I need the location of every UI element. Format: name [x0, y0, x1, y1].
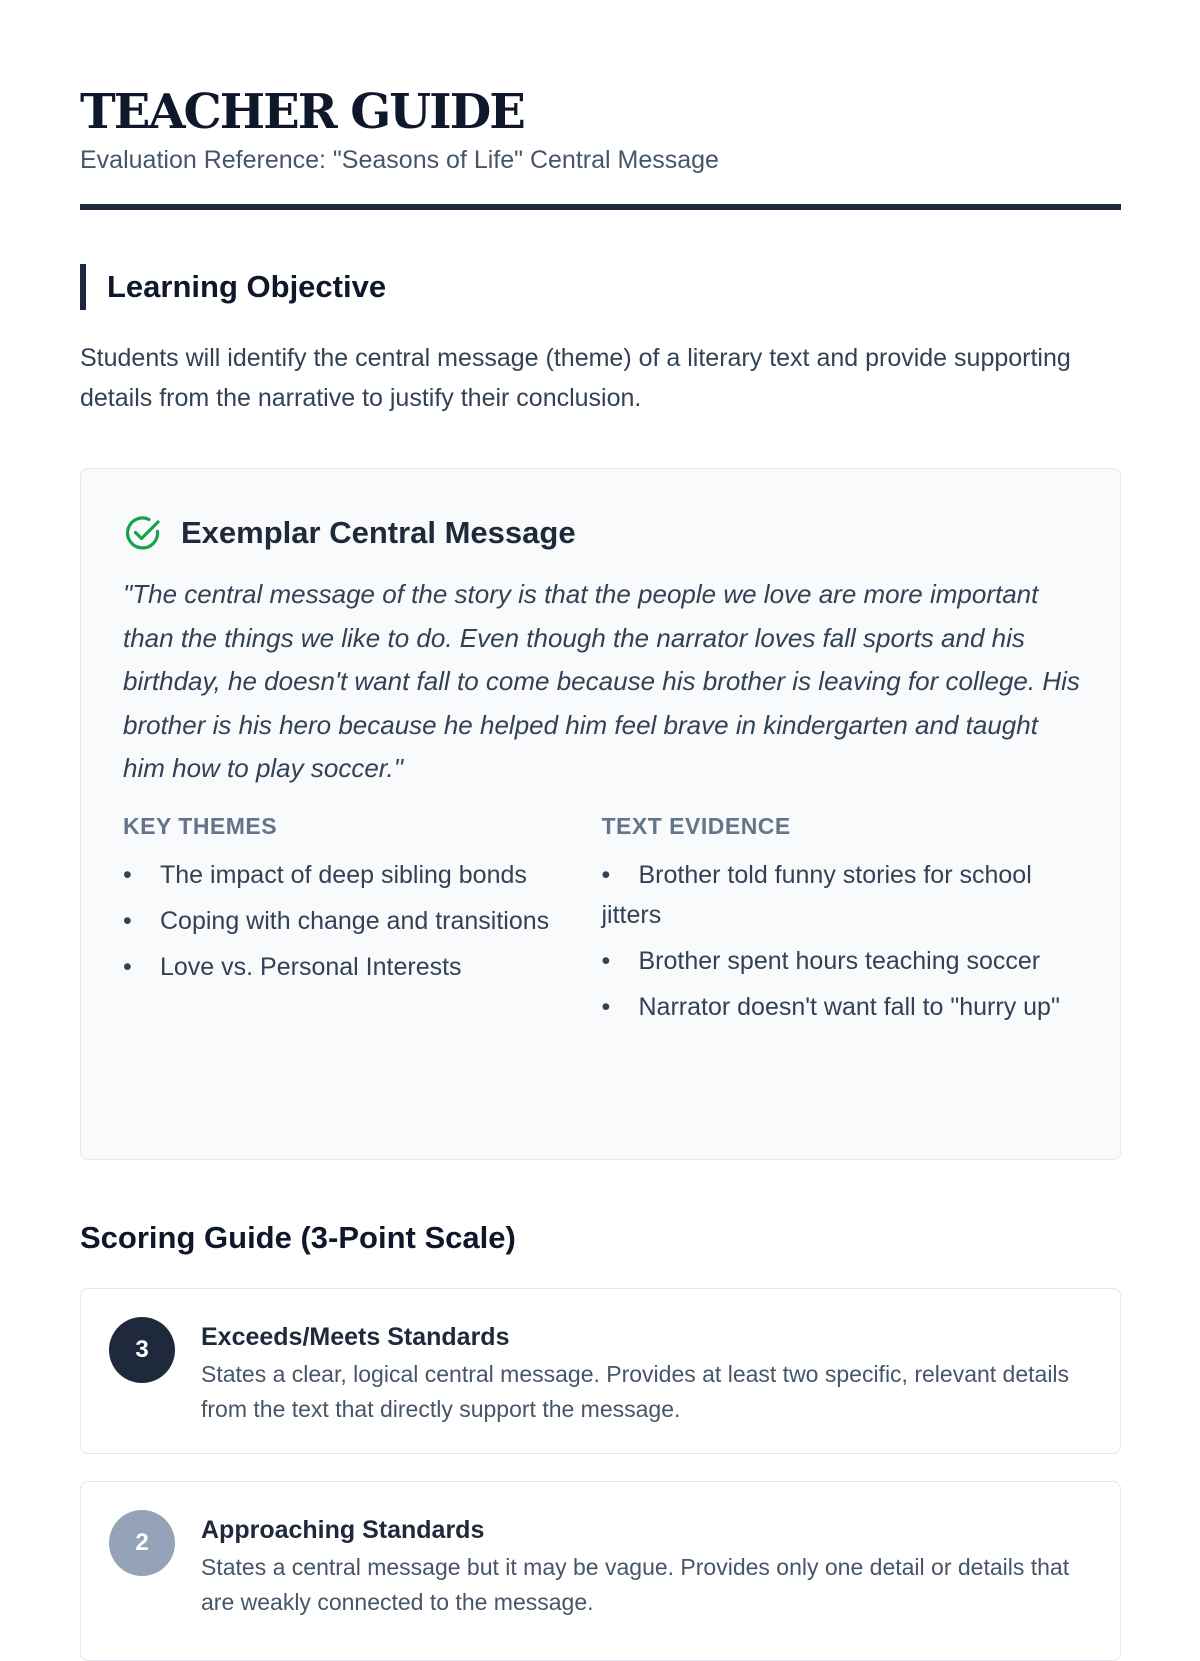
section-accent-bar — [80, 264, 86, 310]
score-label: Approaching Standards — [201, 1516, 485, 1544]
objective-heading-row — [80, 264, 1120, 310]
exemplar-heading: Exemplar Central Message — [181, 515, 576, 550]
bullet-icon — [123, 901, 160, 941]
exemplar-quote: "The central message of the story is that the people we love are more important than the things we like to do. Even though the narrator loves fall sports and his birthday, he doesn't want fall to come because his brother is leaving for college. His brother is his hero because he helped him feel brave in kindergarten and taught him how to play soccer." — [123, 579, 1080, 783]
score-body — [201, 1317, 1092, 1453]
check-circle-icon — [123, 513, 163, 553]
objective-text: Students will identify the central message (theme) of a literary text and provide supporting details from the narrative to justify their conclusion. — [80, 344, 1071, 412]
bullet-icon — [602, 941, 639, 981]
score-level-card — [80, 1288, 1121, 1454]
list-item: •Coping with change and transitions — [123, 901, 602, 941]
list-item: •The impact of deep sibling bonds — [123, 855, 602, 895]
list-item: •Narrator doesn't want fall to "hurry up" — [602, 987, 1081, 1027]
page-title: TEACHER GUIDE — [80, 84, 524, 140]
page-header — [80, 0, 1120, 210]
bullet-icon — [602, 987, 639, 1027]
key-themes-heading: KEY THEMES — [123, 812, 278, 839]
key-themes-column — [123, 811, 602, 1033]
list-item: •Brother spent hours teaching soccer — [602, 941, 1081, 981]
bullet-icon — [602, 855, 639, 895]
text-evidence-column — [602, 811, 1081, 1033]
bullet-icon — [123, 855, 160, 895]
score-description: States a clear, logical central message. Provides at least two specific, relevant details from the text that directly support the message. — [201, 1361, 1070, 1422]
score-level-card — [80, 1481, 1121, 1661]
score-badge: 2 — [109, 1510, 175, 1576]
text-evidence-list — [602, 855, 1081, 1027]
score-body — [201, 1510, 1092, 1660]
scoring-heading: Scoring Guide (3-Point Scale) — [80, 1220, 516, 1255]
header-divider — [80, 204, 1121, 210]
exemplar-columns — [123, 811, 1080, 1033]
score-badge: 3 — [109, 1317, 175, 1383]
exemplar-heading-row — [123, 511, 1080, 555]
key-themes-list — [123, 855, 602, 987]
text-evidence-heading: TEXT EVIDENCE — [601, 812, 791, 839]
score-description: States a central message but it may be vague. Provides only one detail or details that are weakly connected to the message. — [201, 1554, 1070, 1615]
exemplar-card — [80, 468, 1121, 1160]
list-item: •Love vs. Personal Interests — [123, 947, 602, 987]
bullet-icon — [123, 947, 160, 987]
score-label: Exceeds/Meets Standards — [201, 1323, 510, 1351]
page-subtitle: Evaluation Reference: "Seasons of Life" Central Message — [80, 146, 719, 174]
list-item: •Brother told funny stories for school jitters — [602, 855, 1081, 935]
objective-heading: Learning Objective — [107, 269, 387, 304]
